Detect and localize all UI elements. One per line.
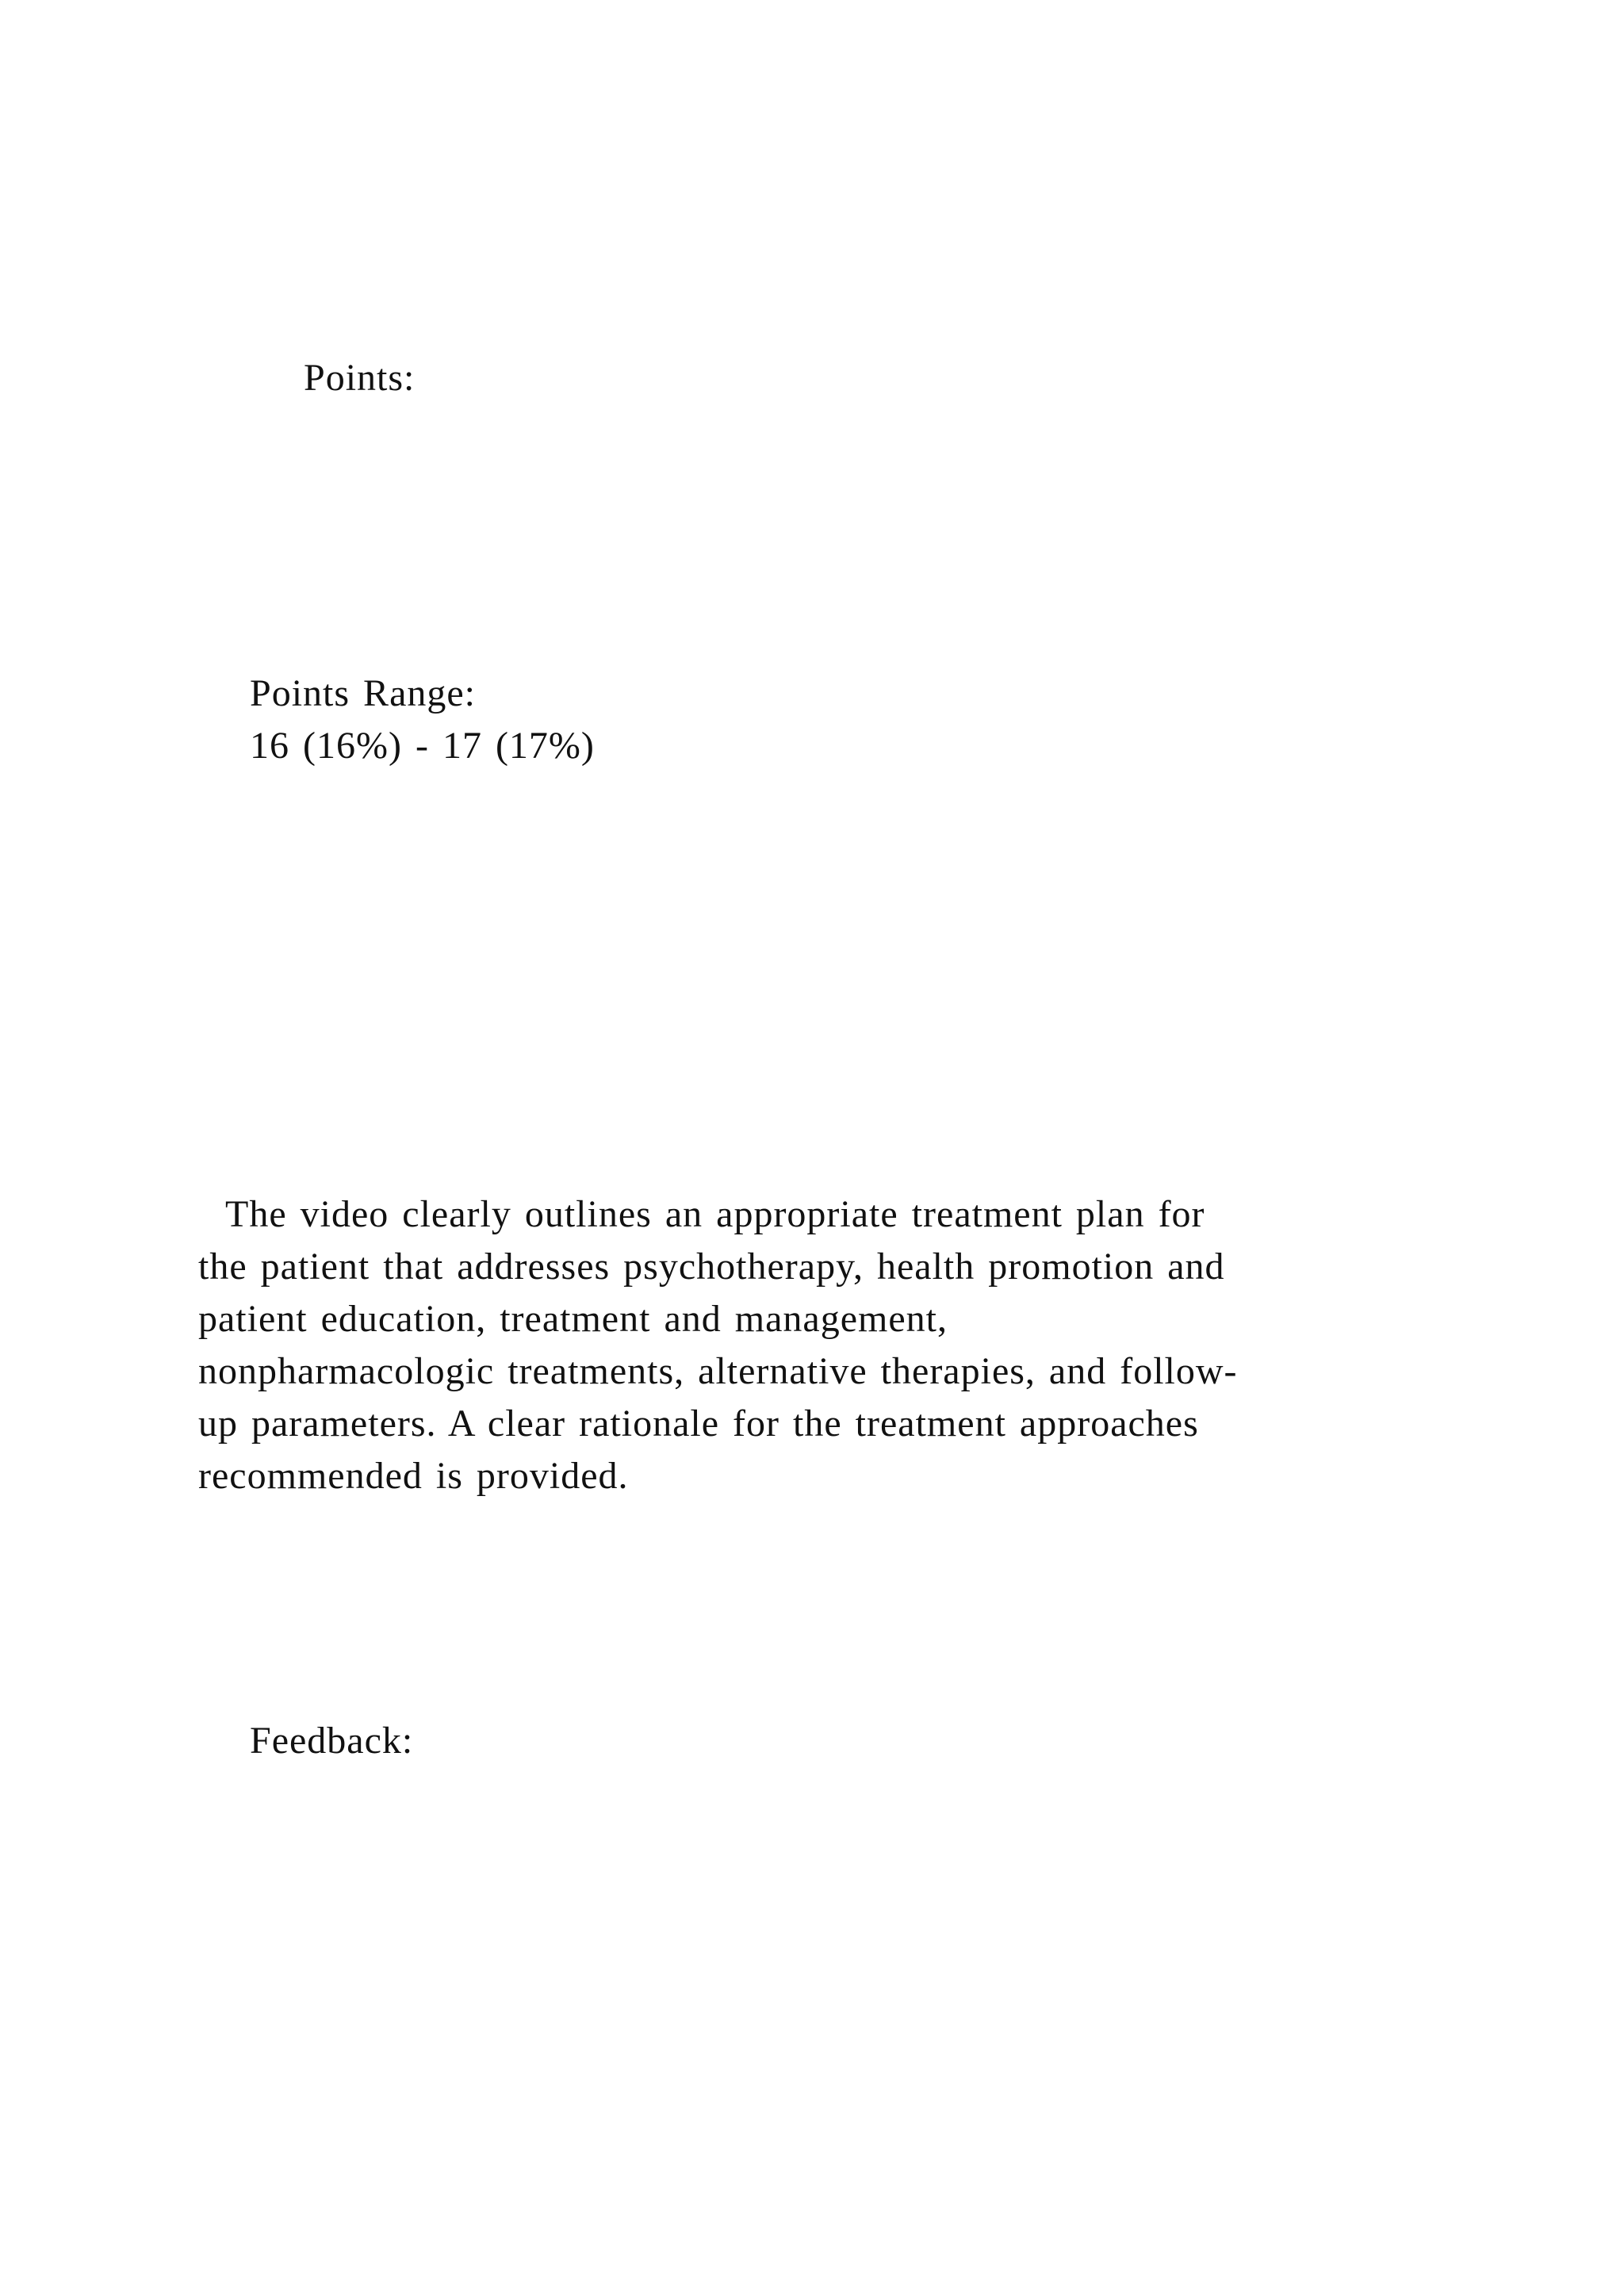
points-label: Points: [304, 357, 416, 399]
description-line: The video clearly outlines an appropriate treatment plan for [225, 1193, 1205, 1235]
description-line: nonpharmacologic treatments, alternative therapies, and follow- [198, 1350, 1238, 1392]
criterion-description [198, 1188, 1435, 1502]
points-range-value: 16 (16%) - 17 (17%) [250, 725, 595, 767]
description-line: up parameters. A clear rationale for the treatment approaches [198, 1402, 1199, 1445]
points-range-label: Points Range: [250, 672, 477, 714]
description-line: the patient that addresses psychotherapy, health promotion and [198, 1246, 1225, 1288]
description-line: recommended is provided. [198, 1455, 629, 1497]
feedback-label: Feedback: [250, 1720, 414, 1762]
description-line: patient education, treatment and management, [198, 1298, 948, 1340]
